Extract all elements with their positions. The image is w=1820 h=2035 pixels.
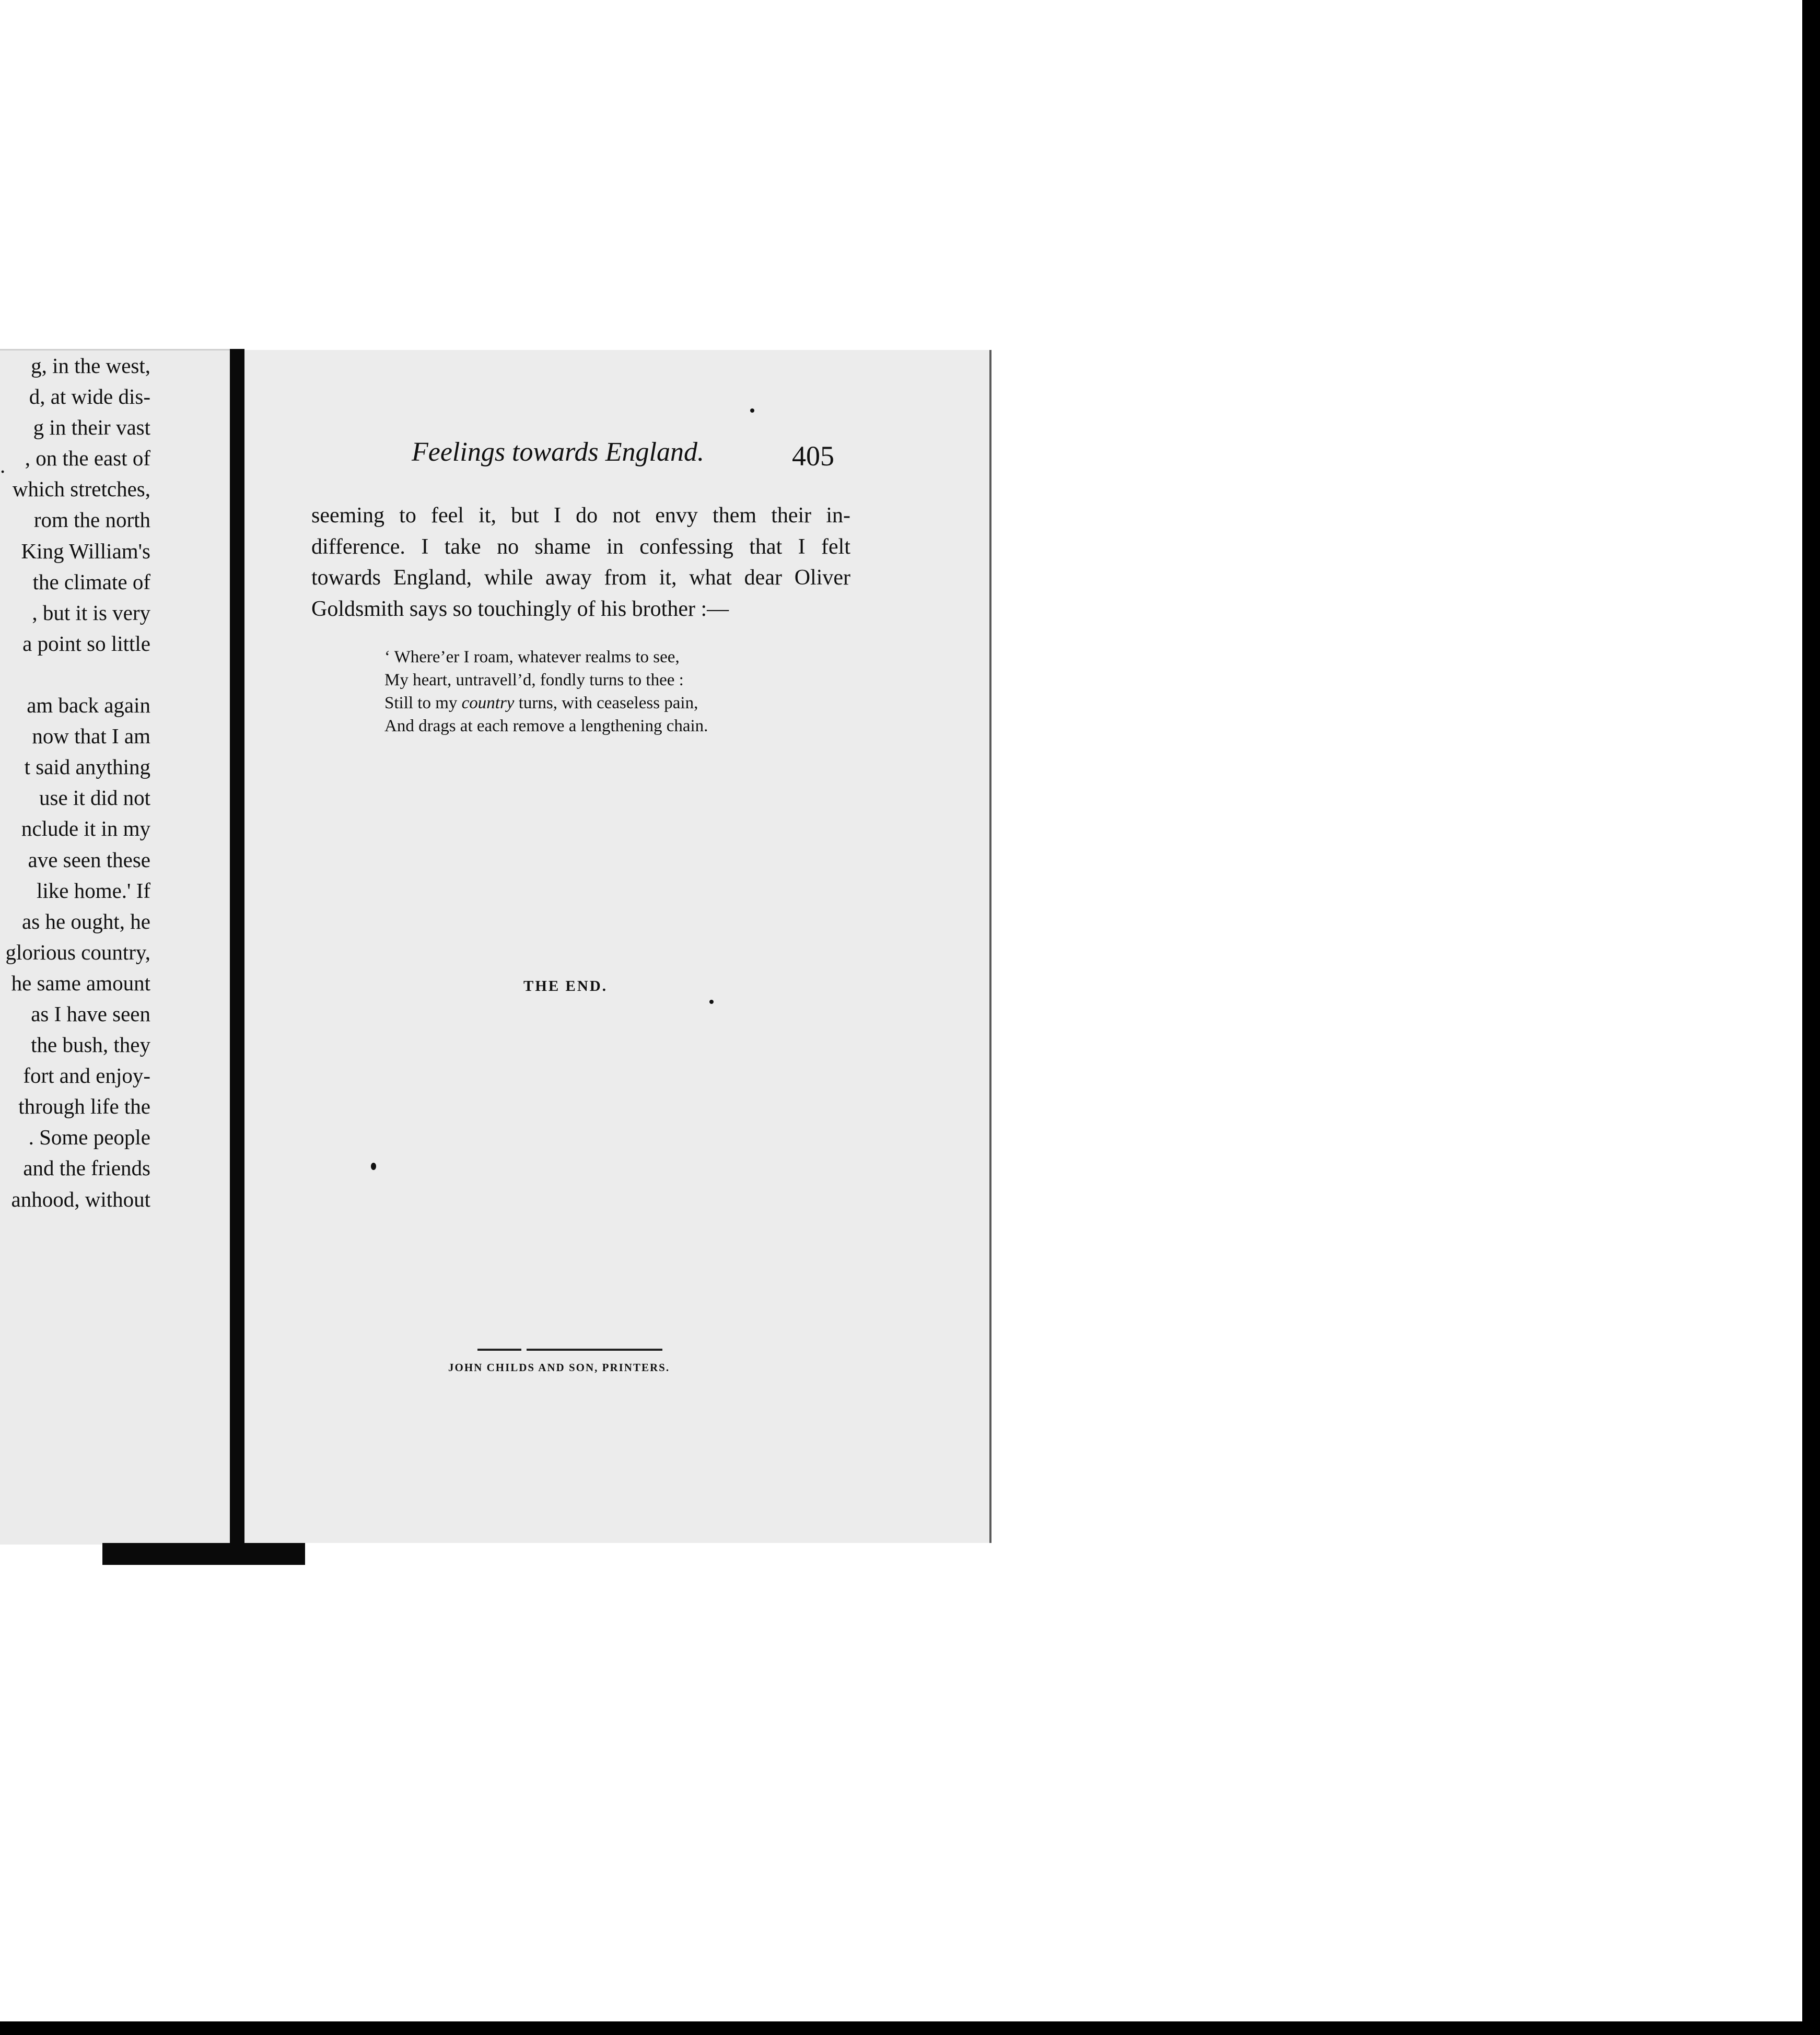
scan-frame-right bbox=[1802, 0, 1820, 2035]
left-page-line: as I have seen bbox=[31, 1001, 150, 1026]
bottom-binding-bar bbox=[102, 1543, 305, 1565]
left-page-line: he same amount bbox=[11, 970, 150, 995]
printer-rule bbox=[527, 1349, 662, 1351]
scan-speck bbox=[709, 1000, 714, 1004]
printer-imprint: JOHN CHILDS AND SON, PRINTERS. bbox=[448, 1361, 670, 1374]
left-page-line: like home.' If bbox=[36, 878, 150, 903]
left-page-line: use it did not bbox=[39, 786, 150, 810]
left-page-line: King William's bbox=[21, 539, 150, 563]
left-page-line: g in their vast bbox=[33, 415, 150, 440]
page-number: 405 bbox=[792, 440, 834, 472]
left-page-line: , but it is very bbox=[32, 600, 150, 625]
left-page-heading-fragment: . bbox=[0, 453, 6, 477]
book-gutter bbox=[230, 349, 244, 1545]
scan-speck bbox=[750, 408, 754, 413]
right-page bbox=[244, 350, 991, 1543]
verse-italic-word: country bbox=[461, 694, 515, 712]
left-page-line: am back again bbox=[27, 693, 150, 718]
verse-line-part: turns, with ceaseless pain, bbox=[514, 694, 698, 712]
left-page-line: through life the bbox=[18, 1094, 150, 1119]
left-page-line: and the friends bbox=[23, 1156, 150, 1180]
scan-frame-bottom bbox=[0, 2021, 1820, 2035]
verse-line-part: Still to my bbox=[384, 694, 462, 712]
verse-line: ‘ Where’er I roam, whatever realms to see, bbox=[384, 648, 680, 666]
verse-line bbox=[384, 692, 708, 715]
verse-quotation bbox=[384, 646, 708, 738]
left-page-line bbox=[0, 659, 150, 690]
left-page-line: ave seen these bbox=[28, 847, 150, 872]
body-line: Goldsmith says so touchingly of his brother :— bbox=[311, 597, 729, 621]
body-line: towards England, while away from it, what dear Oliver bbox=[311, 566, 850, 590]
running-head: Feelings towards England. bbox=[412, 437, 704, 467]
left-page-line: nclude it in my bbox=[21, 816, 150, 841]
the-end-heading: THE END. bbox=[523, 978, 608, 995]
left-page bbox=[0, 349, 234, 1545]
printer-rule bbox=[477, 1349, 521, 1351]
left-page-line: the climate of bbox=[32, 569, 150, 594]
left-page-line: g, in the west, bbox=[31, 354, 150, 378]
left-page-line: the bush, they bbox=[31, 1033, 150, 1057]
left-page-line: anhood, without bbox=[11, 1187, 150, 1211]
verse-line: And drags at each remove a lengthening chain. bbox=[384, 717, 708, 735]
body-paragraph bbox=[311, 500, 850, 625]
scan-speck bbox=[371, 1163, 376, 1170]
left-page-line: which stretches, bbox=[12, 477, 150, 501]
left-page-line: now that I am bbox=[32, 724, 150, 748]
left-page-line: . Some people bbox=[28, 1125, 150, 1150]
left-page-line: a point so little bbox=[22, 631, 150, 656]
left-page-line: d, at wide dis- bbox=[29, 384, 150, 409]
left-page-line: rom the north bbox=[33, 508, 150, 532]
body-line: difference. I take no shame in confessing that I felt bbox=[311, 534, 850, 559]
left-page-text bbox=[0, 350, 150, 1215]
left-page-line: glorious country, bbox=[5, 940, 150, 964]
left-page-line: as he ought, he bbox=[22, 909, 150, 933]
verse-line: My heart, untravell’d, fondly turns to thee : bbox=[384, 671, 684, 689]
left-page-line: fort and enjoy- bbox=[23, 1063, 150, 1088]
left-page-line: , on the east of bbox=[25, 446, 150, 471]
body-line: seeming to feel it, but I do not envy them their in- bbox=[311, 504, 850, 528]
left-page-line: t said anything bbox=[24, 755, 150, 779]
